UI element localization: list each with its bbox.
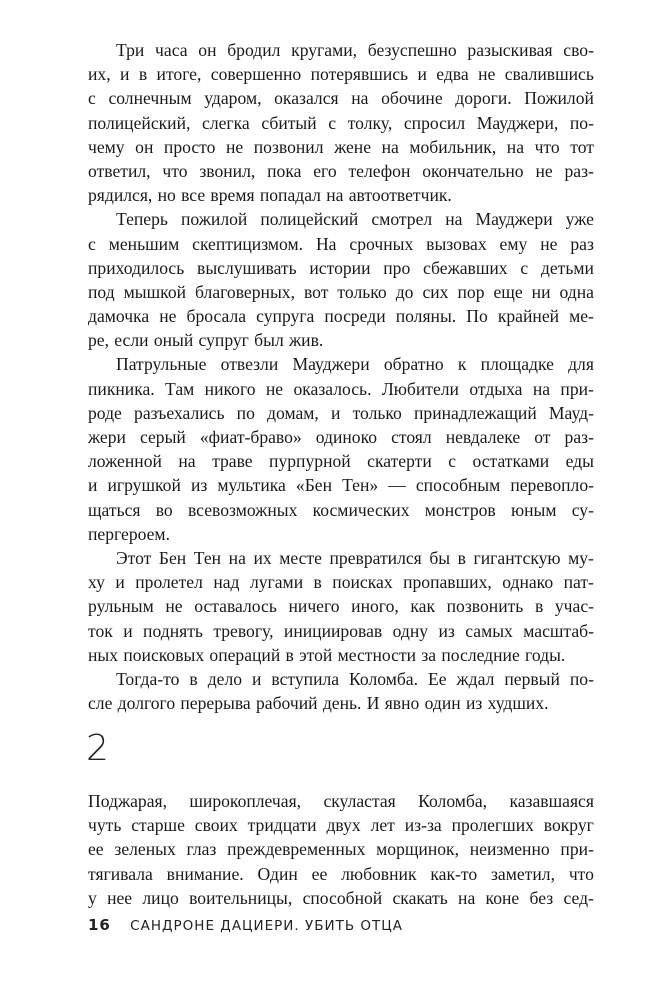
chapter-number: 2 <box>86 728 109 769</box>
body-text-section-2 <box>88 789 594 910</box>
text-line: Этот Бен Тен на их месте превратился бы в гигантскую му- <box>116 547 594 568</box>
text-line: дамочка не бросала супруга посреди поляны. По крайней ме- <box>88 306 594 327</box>
text-line: полицейский, слегка сбитый с толку, спросил Мауджери, по- <box>88 112 594 133</box>
text-line: ток и поднять тревогу, инициировав одну из самых масштаб- <box>88 620 594 641</box>
text-line: у нее лицо воительницы, способной скакать на коне без сед- <box>88 887 594 908</box>
page-footer <box>88 916 403 934</box>
text-line: ее зеленых глаз преждевременных морщинок, неизменно при- <box>88 839 594 860</box>
text-line: жери серый «фиат-браво» одиноко стоял невдалеке от раз- <box>88 427 594 447</box>
text-line: ответил, что звонил, пока его телефон окончательно не раз- <box>88 160 594 181</box>
text-line: и игрушкой из мультика «Бен Тен» — способным перевопло- <box>88 475 594 496</box>
text-line: с меньшим скептицизмом. На срочных вызовах ему не раз <box>88 233 594 254</box>
text-line: Тогда-то в дело и вступила Коломба. Ее ждал первый по- <box>116 668 594 689</box>
text-line: Три часа он бродил кругами, безуспешно разыскивая сво- <box>116 40 594 60</box>
body-text-section-1 <box>88 38 594 715</box>
text-line: под мышкой благоверных, вот только до сих пор еще ни одна <box>88 281 594 302</box>
text-line: чему он просто не позвонил жене на мобильник, на что тот <box>88 136 594 157</box>
page-number: 16 <box>88 916 111 934</box>
text-line: ху и пролетел над лугами в поисках пропавших, однако пат- <box>88 572 594 593</box>
text-line: щаться во всевозможных космических монстров юным су- <box>88 499 594 520</box>
text-line: ложенной на траве пурпурной скатерти с остатками еды <box>88 451 594 472</box>
text-line: пикника. Там никого не оказалось. Любители отдыха на при- <box>88 378 594 399</box>
text-line: приходилось выслушивать истории про сбежавших с детьми <box>88 257 594 278</box>
text-line: Теперь пожилой полицейский смотрел на Мауджери уже <box>116 209 594 230</box>
text-line: роде разъехались по домам, и только принадлежащий Мауд- <box>88 402 594 423</box>
text-line: Патрульные отвезли Мауджери обратно к площадке для <box>116 354 594 375</box>
text-line: пергероем. <box>88 523 170 544</box>
text-line: рульным не оставалось ничего иного, как позвонить в учас- <box>88 596 594 617</box>
text-line: ных поисковых операций в этой местности за последние годы. <box>88 644 566 665</box>
text-line: Поджарая, широкоплечая, скуластая Коломба, казавшаяся <box>88 791 594 811</box>
text-line: чуть старше своих тридцати двух лет из-за пролегших вокруг <box>88 815 594 836</box>
text-line: рядился, но все время попадал на автоответчик. <box>88 185 452 206</box>
text-line: с солнечным ударом, оказался на обочине дороги. Пожилой <box>88 88 594 109</box>
text-line: тягивала внимание. Один ее любовник как-то заметил, что <box>88 863 594 884</box>
text-line: их, и в итоге, совершенно потерявшись и едва не свалившись <box>88 64 594 85</box>
running-title: САНДРОНЕ ДАЦИЕРИ. УБИТЬ ОТЦА <box>130 918 403 934</box>
text-line: ре, если оный супруг был жив. <box>88 330 324 351</box>
text-line: сле долгого перерыва рабочий день. И явно один из худших. <box>88 693 549 714</box>
